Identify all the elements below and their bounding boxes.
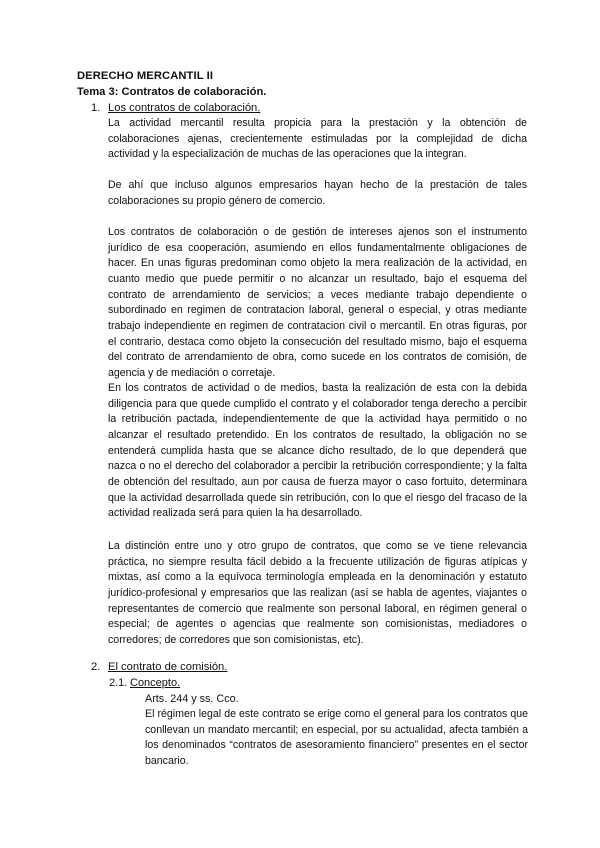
section-2-number: 2.	[91, 661, 101, 673]
section-1-paragraph-4: En los contratos de actividad o de medios, basta la realización de esta con la debida diligencia para que quede cumplido el contrato y el colaborador tenga derecho a percibir la retribución pactada, independientemente de que la actividad haya permitido o no alcanzar el resultado pretendido. En los contratos de resultado, la obligación no se entenderá cumplida hasta que se alcance dicho resultado, de lo que dependerá que nazca o no el derecho del colaborador a percibir la retribución correspondiente; y la falta de obtención del resultado, aun por causa de fuerza mayor o caso fortuito, determinara que la actividad desarrollada quede sin retribución, con lo que el riesgo del fracaso de la actividad realizada será para quien la ha desarrollado.	[108, 382, 527, 520]
section-1-paragraph-1: La actividad mercantil resulta propicia para la prestación y la obtención de colaboraciones ajenas, crecientemente estimuladas por la complejidad de dicha actividad y la especialización de muchas de las operaciones que la integran.	[108, 117, 527, 161]
subsection-2-1-title: Concepto.	[130, 677, 181, 689]
section-1-paragraph-2: De ahí que incluso algunos empresarios hayan hecho de la prestación de tales colaboraciones su propio género de comercio.	[108, 179, 527, 207]
section-1-number: 1.	[91, 102, 101, 114]
topic-title: Tema 3: Contratos de colaboración.	[77, 86, 267, 98]
section-1-paragraph-3: Los contratos de colaboración o de gestión de intereses ajenos son el instrumento jurídico de esa cooperación, asumiendo en ellos fundamentalmente obligaciones de hacer. En unas figuras predominan como objeto la mera realización de la actividad, en cuanto medio que puede permitir o no alcanzar un resultado, bajo el esquema del contrato de arrendamiento de servicios; a veces mediante trabajo dependiente o subordinado en regimen de contratacion laboral, general o especial, y otras mediante trabajo independiente en regimen de contratacion civil o mercantil. En otras figuras, por el contrario, destaca como objeto la consecución del resultado mismo, bajo el esquema del contrato de arrendamiento de obra, como sucede en los contratos de comisión, de agencia y de mediación o corretaje.	[108, 226, 527, 379]
course-title: DERECHO MERCANTIL II	[77, 70, 214, 82]
subsection-2-1-paragraph: El régimen legal de este contrato se erige como el general para los contratos que conllevan un mandato mercantil; en especial, por su actualidad, afecta también a los denominados “contratos de asesoramiento financiero” presentes en el sector bancario.	[145, 708, 528, 768]
legal-reference: Arts. 244 y ss. Cco.	[145, 693, 239, 705]
section-1-paragraph-5: La distinción entre uno y otro grupo de contratos, que como se ve tiene relevancia práctica, no siempre resulta fácil debido a la frecuente utilización de figuras atípicas y mixtas, así como a la equívoca terminología empleada en la denominación y estatuto jurídico-profesional y empresarios que las realizan (así se habla de agentes, viajantes o representantes de comercio que realmente son personal laboral, en régimen general o especial; de agentes o agencias que realmente son comisionistas, mediadores o corredores; de corredores que son comisionistas, etc).	[108, 540, 527, 646]
section-1-title: Los contratos de colaboración.	[108, 102, 261, 114]
subsection-2-1-number: 2.1.	[109, 677, 128, 689]
section-2-title: El contrato de comisión.	[108, 661, 228, 673]
